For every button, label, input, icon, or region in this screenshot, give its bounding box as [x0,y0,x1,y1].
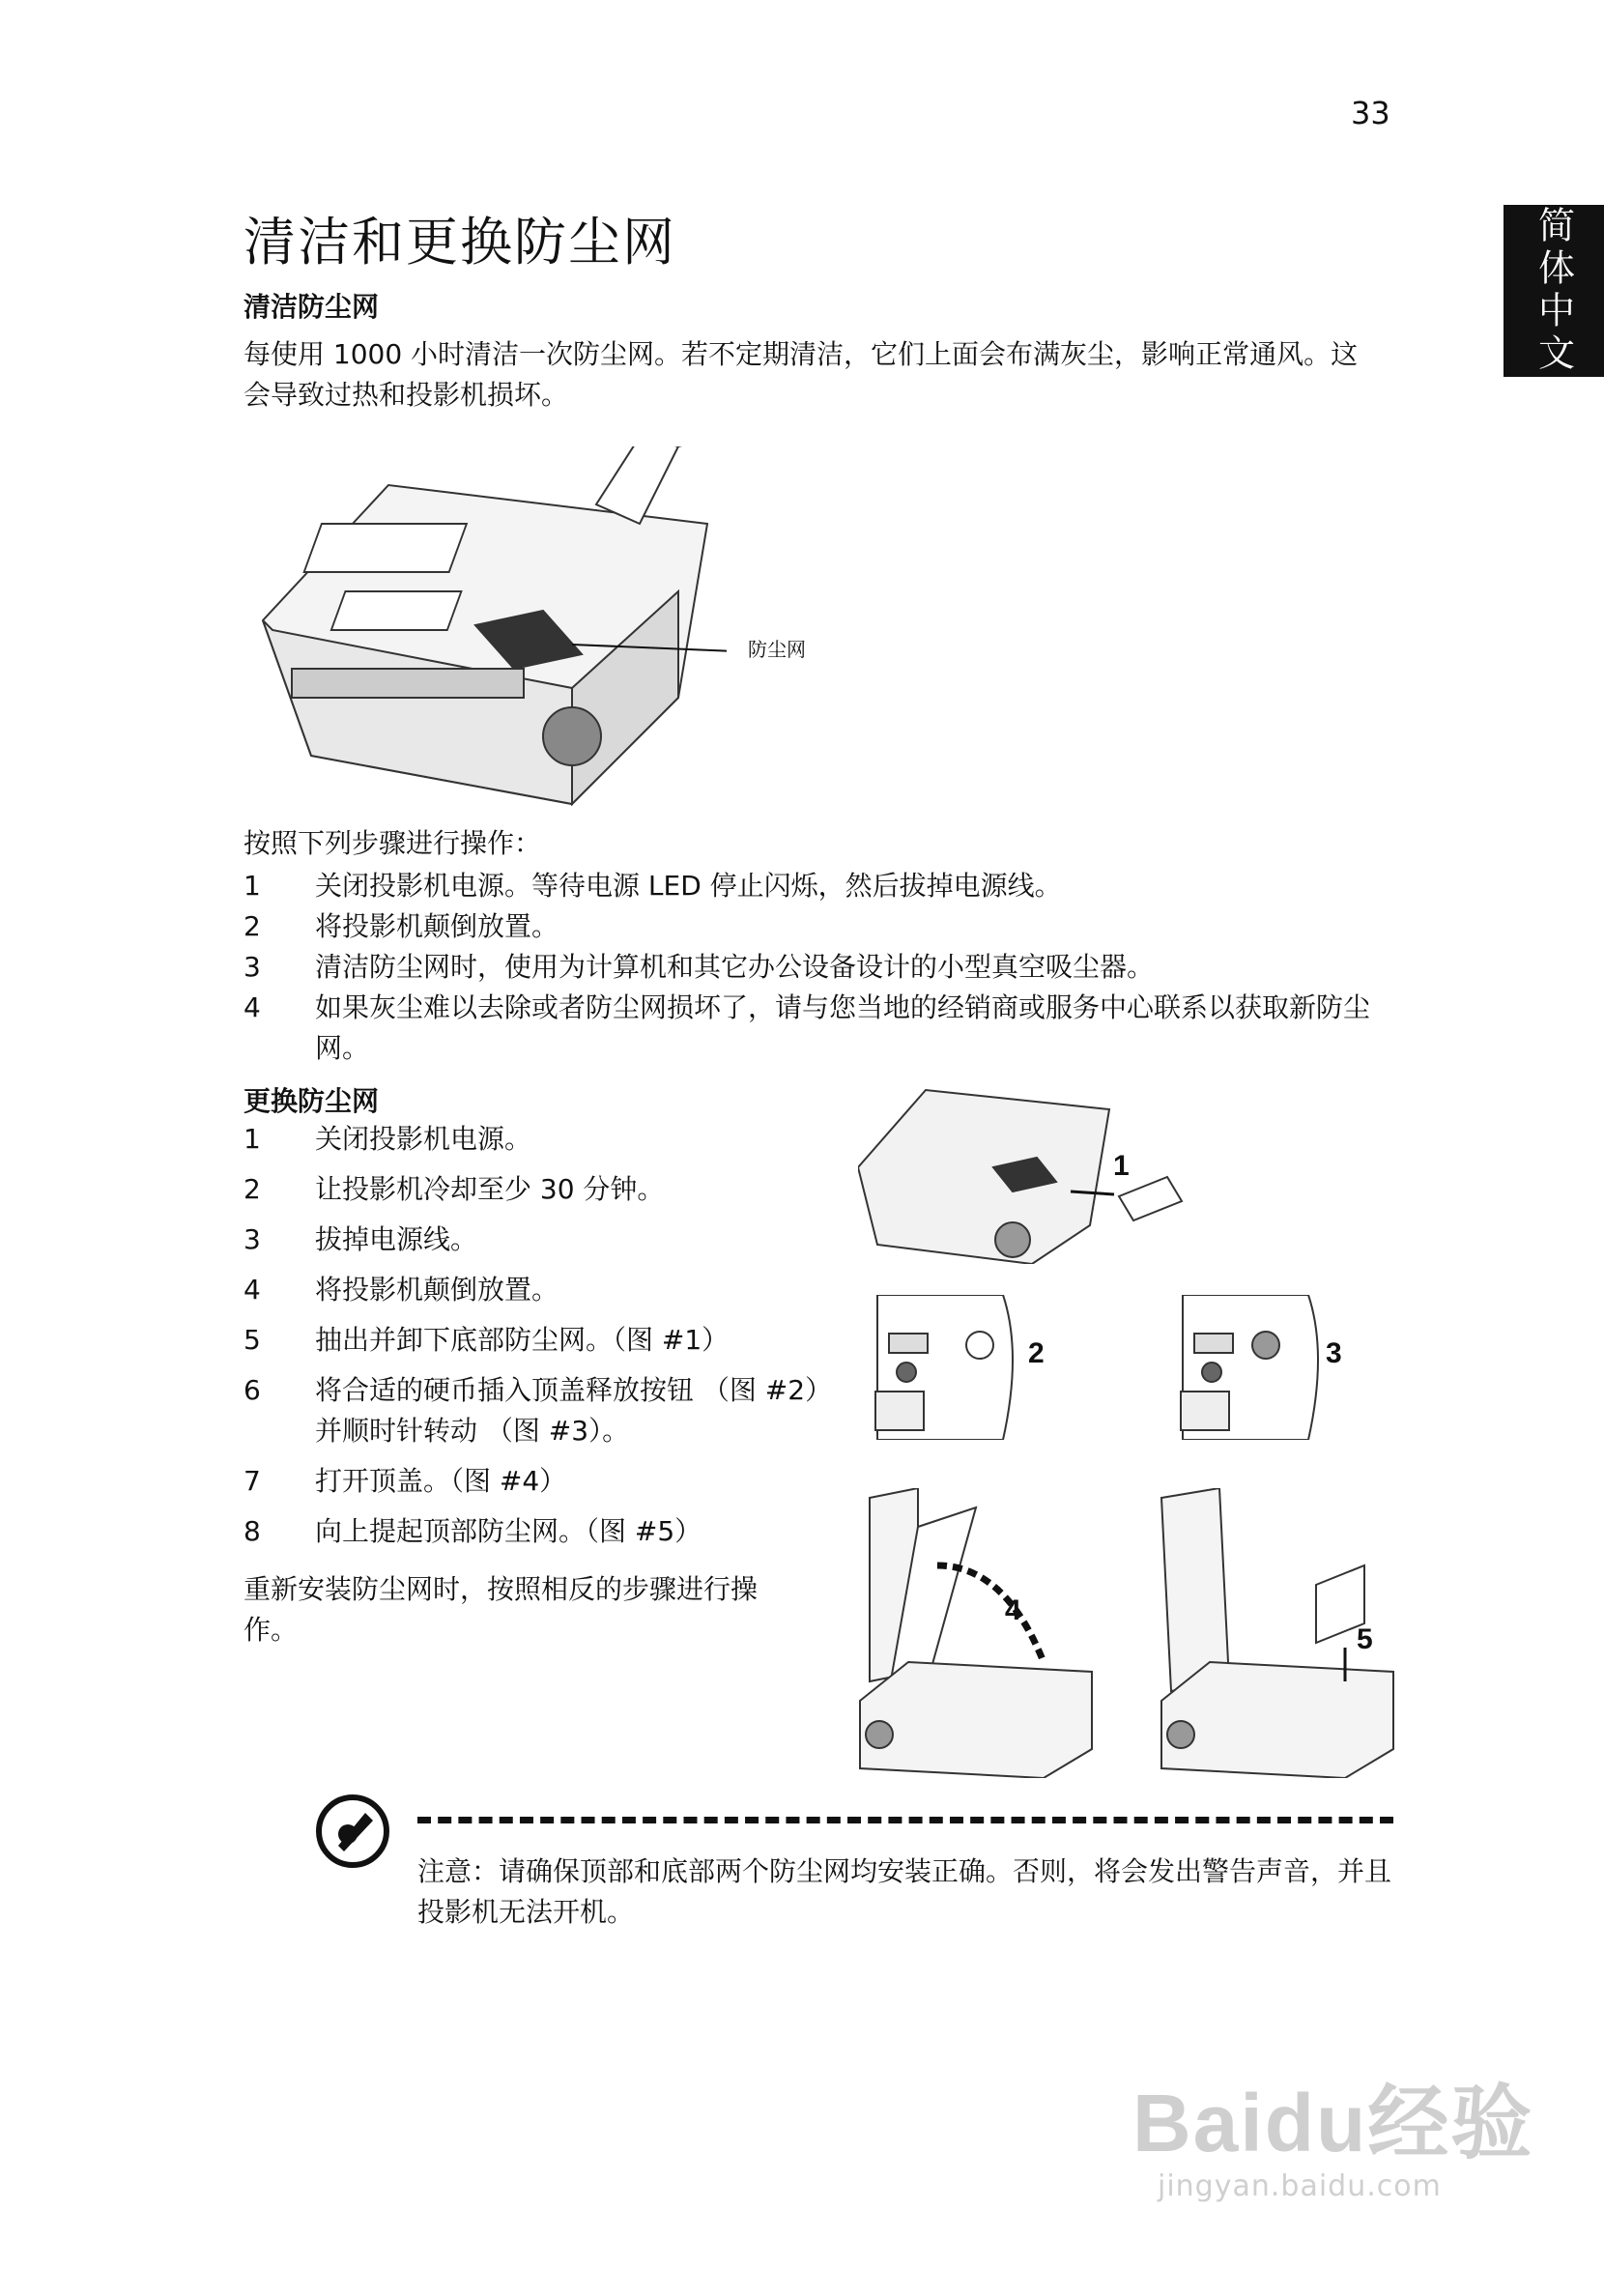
step-number: 2 [243,1173,261,1205]
step-text: 关闭投影机电源。 [315,1123,532,1155]
step-number: 7 [243,1465,261,1497]
step-text: 打开顶盖。（图 #4） [315,1465,567,1497]
step-number: 3 [243,1223,261,1255]
replace-steps-list [243,1119,823,1562]
clean-heading: 清洁防尘网 [243,291,380,323]
watermark [1132,2058,1533,2203]
list-item [243,988,1384,1069]
steps-intro: 按照下列步骤进行操作： [243,827,542,859]
figure-number: 5 [1357,1623,1373,1655]
figure-number: 1 [1113,1150,1130,1182]
reinstall-text: 重新安装防尘网时，按照相反的步骤进行操作。 [243,1573,759,1646]
language-tab-label: 简体中文 [1532,206,1575,376]
figure-number: 4 [1005,1594,1021,1626]
step-number: 1 [243,1123,261,1155]
clean-steps-list [243,866,1384,1069]
watermark-url: jingyan.baidu.com [1158,2169,1442,2203]
step-number: 6 [243,1374,261,1406]
language-tab [1504,205,1604,377]
step-text: 将投影机颠倒放置。 [315,910,559,942]
step-text: 拔掉电源线。 [315,1223,478,1255]
step-text: 将合适的硬币插入顶盖释放按钮 （图 #2）并顺时针转动 （图 #3）。 [315,1374,819,1447]
list-item [243,1220,823,1260]
figure-3-turn-clockwise [1163,1295,1328,1440]
list-item [243,1511,823,1552]
note-text: 注意：请确保顶部和底部两个防尘网均安装正确。否则，将会发出警告声音，并且投影机无法开机。 [417,1855,1392,1928]
clean-paragraph: 每使用 1000 小时清洁一次防尘网。若不定期清洁，它们上面会布满灰尘，影响正常通风。这会导致过热和投影机损坏。 [243,338,1359,411]
list-item [243,1169,823,1210]
page-number: 33 [1351,95,1390,131]
step-text: 如果灰尘难以去除或者防尘网损坏了，请与您当地的经销商或服务中心联系以获取新防尘网。 [315,991,1371,1064]
projector-bottom-illustration [253,446,727,814]
note-divider [417,1817,1393,1823]
step-number: 2 [243,910,261,942]
step-number: 4 [243,1274,261,1306]
figure-number: 2 [1028,1337,1045,1369]
step-number: 4 [243,991,261,1023]
list-item [243,947,1384,988]
list-item [243,866,1384,906]
step-number: 5 [243,1324,261,1356]
step-number: 3 [243,951,261,983]
list-item [243,1320,823,1361]
list-item [243,1461,823,1502]
list-item [243,906,1384,947]
watermark-logo: Baidu经验 [1132,2078,1534,2168]
step-text: 抽出并卸下底部防尘网。（图 #1） [315,1324,730,1356]
figure-1-remove-bottom-filter [858,1080,1187,1264]
step-number: 8 [243,1515,261,1547]
list-item [243,1370,823,1451]
page-title: 清洁和更换防尘网 [243,212,676,273]
replace-heading: 更换防尘网 [243,1085,380,1117]
step-text: 将投影机颠倒放置。 [315,1274,559,1306]
step-text: 关闭投影机电源。等待电源 LED 停止闪烁，然后拔掉电源线。 [315,870,1062,902]
filter-label: 防尘网 [748,638,806,661]
list-item [243,1270,823,1310]
step-text: 让投影机冷却至少 30 分钟。 [315,1173,665,1205]
figure-4-open-top-cover [850,1488,1102,1778]
step-text: 向上提起顶部防尘网。（图 #5） [315,1515,702,1547]
figure-2-coin-slot [858,1295,1022,1440]
step-number: 1 [243,870,261,902]
note-pen-icon [315,1794,390,1869]
step-text: 清洁防尘网时，使用为计算机和其它办公设备设计的小型真空吸尘器。 [315,951,1155,983]
figure-number: 3 [1326,1337,1342,1369]
list-item [243,1119,823,1160]
